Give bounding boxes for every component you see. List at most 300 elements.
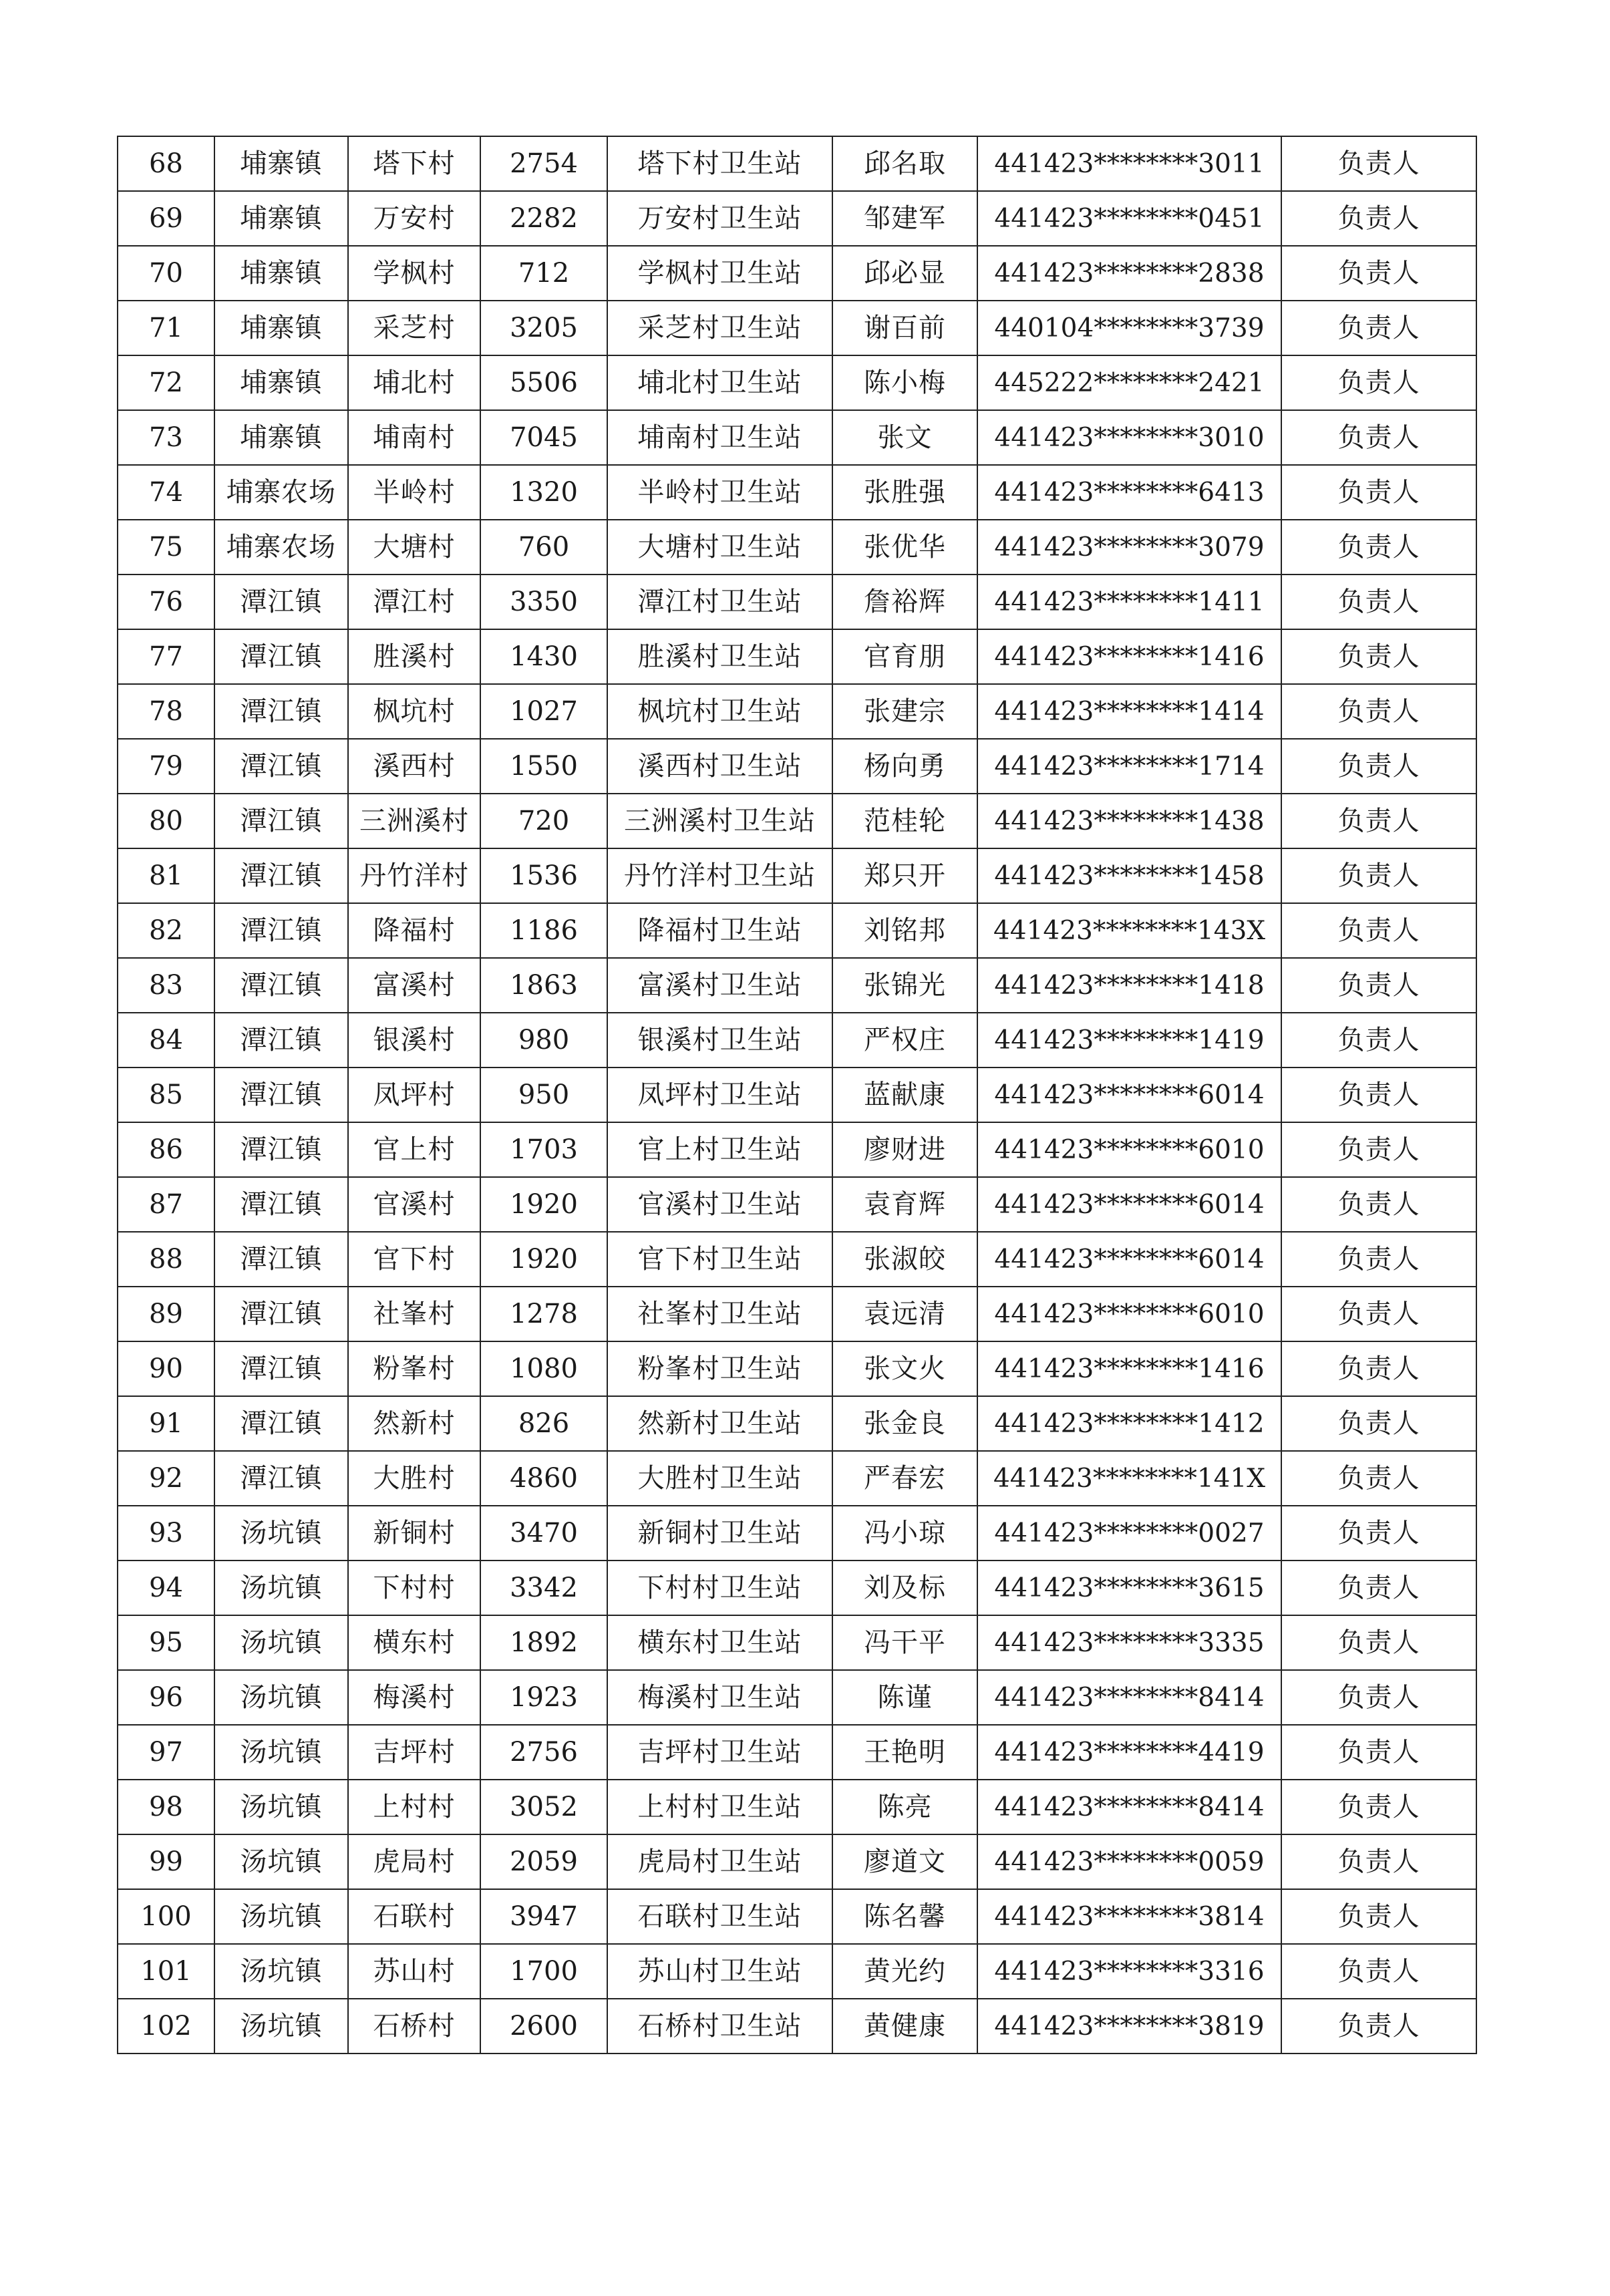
id-number-cell: 441423********1411 — [977, 575, 1281, 629]
village-cell: 半岭村 — [348, 465, 480, 520]
population-cell: 2059 — [480, 1834, 607, 1889]
population-cell: 3205 — [480, 301, 607, 355]
village-cell: 下村村 — [348, 1561, 480, 1615]
clinic-name-cell: 然新村卫生站 — [607, 1396, 832, 1451]
table-row — [118, 1834, 1476, 1889]
population-cell: 1703 — [480, 1122, 607, 1177]
village-cell: 官溪村 — [348, 1177, 480, 1232]
role-cell: 负责人 — [1281, 794, 1476, 848]
row-number-cell: 78 — [118, 684, 214, 739]
id-number-cell: 441423********1714 — [977, 739, 1281, 794]
table-row — [118, 1561, 1476, 1615]
village-cell: 学枫村 — [348, 246, 480, 301]
town-cell: 潭江镇 — [214, 1177, 348, 1232]
town-cell: 埔寨镇 — [214, 136, 348, 191]
clinic-name-cell: 官上村卫生站 — [607, 1122, 832, 1177]
village-cell: 三洲溪村 — [348, 794, 480, 848]
town-cell: 潭江镇 — [214, 848, 348, 903]
role-cell: 负责人 — [1281, 848, 1476, 903]
person-name-cell: 陈谨 — [832, 1670, 977, 1725]
town-cell: 埔寨镇 — [214, 191, 348, 246]
person-name-cell: 袁远清 — [832, 1287, 977, 1341]
person-name-cell: 廖道文 — [832, 1834, 977, 1889]
village-cell: 苏山村 — [348, 1944, 480, 1999]
clinic-name-cell: 塔下村卫生站 — [607, 136, 832, 191]
population-cell: 1080 — [480, 1341, 607, 1396]
role-cell: 负责人 — [1281, 1999, 1476, 2054]
population-cell: 760 — [480, 520, 607, 575]
clinic-name-cell: 下村村卫生站 — [607, 1561, 832, 1615]
town-cell: 潭江镇 — [214, 903, 348, 958]
role-cell: 负责人 — [1281, 465, 1476, 520]
town-cell: 汤坑镇 — [214, 1889, 348, 1944]
role-cell: 负责人 — [1281, 1232, 1476, 1287]
row-number-cell: 76 — [118, 575, 214, 629]
village-cell: 枫坑村 — [348, 684, 480, 739]
clinic-name-cell: 石联村卫生站 — [607, 1889, 832, 1944]
population-cell: 980 — [480, 1013, 607, 1068]
row-number-cell: 81 — [118, 848, 214, 903]
id-number-cell: 441423********0027 — [977, 1506, 1281, 1561]
village-cell: 石桥村 — [348, 1999, 480, 2054]
role-cell: 负责人 — [1281, 575, 1476, 629]
population-cell: 2756 — [480, 1725, 607, 1780]
role-cell: 负责人 — [1281, 1506, 1476, 1561]
town-cell: 潭江镇 — [214, 1122, 348, 1177]
town-cell: 潭江镇 — [214, 1068, 348, 1122]
row-number-cell: 73 — [118, 410, 214, 465]
id-number-cell: 441423********3819 — [977, 1999, 1281, 2054]
table-row — [118, 355, 1476, 410]
id-number-cell: 441423********0451 — [977, 191, 1281, 246]
row-number-cell: 80 — [118, 794, 214, 848]
population-cell: 1892 — [480, 1615, 607, 1670]
table-row — [118, 1944, 1476, 1999]
population-cell: 1700 — [480, 1944, 607, 1999]
row-number-cell: 89 — [118, 1287, 214, 1341]
clinic-name-cell: 埔北村卫生站 — [607, 355, 832, 410]
clinic-name-cell: 官溪村卫生站 — [607, 1177, 832, 1232]
person-name-cell: 张锦光 — [832, 958, 977, 1013]
person-name-cell: 王艳明 — [832, 1725, 977, 1780]
clinic-name-cell: 采芝村卫生站 — [607, 301, 832, 355]
person-name-cell: 邱名取 — [832, 136, 977, 191]
table-row — [118, 1780, 1476, 1834]
id-number-cell: 441423********3079 — [977, 520, 1281, 575]
village-cell: 潭江村 — [348, 575, 480, 629]
town-cell: 潭江镇 — [214, 794, 348, 848]
person-name-cell: 张建宗 — [832, 684, 977, 739]
role-cell: 负责人 — [1281, 1615, 1476, 1670]
table-row — [118, 1999, 1476, 2054]
clinic-name-cell: 大胜村卫生站 — [607, 1451, 832, 1506]
town-cell: 汤坑镇 — [214, 1725, 348, 1780]
row-number-cell: 69 — [118, 191, 214, 246]
village-cell: 然新村 — [348, 1396, 480, 1451]
table-row — [118, 1341, 1476, 1396]
role-cell: 负责人 — [1281, 958, 1476, 1013]
clinic-name-cell: 石桥村卫生站 — [607, 1999, 832, 2054]
row-number-cell: 86 — [118, 1122, 214, 1177]
population-cell: 950 — [480, 1068, 607, 1122]
table-row — [118, 410, 1476, 465]
row-number-cell: 72 — [118, 355, 214, 410]
population-cell: 1320 — [480, 465, 607, 520]
row-number-cell: 90 — [118, 1341, 214, 1396]
population-cell: 2600 — [480, 1999, 607, 2054]
person-name-cell: 陈名馨 — [832, 1889, 977, 1944]
population-cell: 4860 — [480, 1451, 607, 1506]
village-cell: 降福村 — [348, 903, 480, 958]
town-cell: 潭江镇 — [214, 1341, 348, 1396]
row-number-cell: 84 — [118, 1013, 214, 1068]
town-cell: 汤坑镇 — [214, 1670, 348, 1725]
clinic-name-cell: 苏山村卫生站 — [607, 1944, 832, 1999]
town-cell: 潭江镇 — [214, 684, 348, 739]
id-number-cell: 441423********6010 — [977, 1122, 1281, 1177]
person-name-cell: 严权庄 — [832, 1013, 977, 1068]
id-number-cell: 441423********1416 — [977, 629, 1281, 684]
table-row — [118, 1122, 1476, 1177]
role-cell: 负责人 — [1281, 1341, 1476, 1396]
id-number-cell: 441423********8414 — [977, 1780, 1281, 1834]
clinic-name-cell: 官下村卫生站 — [607, 1232, 832, 1287]
village-cell: 虎局村 — [348, 1834, 480, 1889]
clinic-name-cell: 凤坪村卫生站 — [607, 1068, 832, 1122]
row-number-cell: 95 — [118, 1615, 214, 1670]
row-number-cell: 70 — [118, 246, 214, 301]
row-number-cell: 82 — [118, 903, 214, 958]
id-number-cell: 441423********1458 — [977, 848, 1281, 903]
id-number-cell: 441423********3011 — [977, 136, 1281, 191]
town-cell: 潭江镇 — [214, 1013, 348, 1068]
person-name-cell: 黄健康 — [832, 1999, 977, 2054]
village-cell: 社峯村 — [348, 1287, 480, 1341]
town-cell: 埔寨农场 — [214, 520, 348, 575]
person-name-cell: 刘及标 — [832, 1561, 977, 1615]
row-number-cell: 101 — [118, 1944, 214, 1999]
row-number-cell: 75 — [118, 520, 214, 575]
id-number-cell: 441423********1438 — [977, 794, 1281, 848]
clinic-name-cell: 虎局村卫生站 — [607, 1834, 832, 1889]
village-cell: 官下村 — [348, 1232, 480, 1287]
role-cell: 负责人 — [1281, 1177, 1476, 1232]
row-number-cell: 96 — [118, 1670, 214, 1725]
table-row — [118, 739, 1476, 794]
village-cell: 官上村 — [348, 1122, 480, 1177]
table-row — [118, 1506, 1476, 1561]
population-cell: 826 — [480, 1396, 607, 1451]
population-cell: 1920 — [480, 1232, 607, 1287]
person-name-cell: 杨向勇 — [832, 739, 977, 794]
person-name-cell: 邹建军 — [832, 191, 977, 246]
id-number-cell: 441423********1414 — [977, 684, 1281, 739]
population-cell: 712 — [480, 246, 607, 301]
row-number-cell: 71 — [118, 301, 214, 355]
village-clinic-table — [117, 136, 1477, 2054]
person-name-cell: 官育朋 — [832, 629, 977, 684]
person-name-cell: 陈亮 — [832, 1780, 977, 1834]
id-number-cell: 441423********1412 — [977, 1396, 1281, 1451]
clinic-name-cell: 银溪村卫生站 — [607, 1013, 832, 1068]
person-name-cell: 廖财进 — [832, 1122, 977, 1177]
town-cell: 汤坑镇 — [214, 1506, 348, 1561]
town-cell: 汤坑镇 — [214, 1834, 348, 1889]
clinic-name-cell: 梅溪村卫生站 — [607, 1670, 832, 1725]
role-cell: 负责人 — [1281, 1834, 1476, 1889]
village-cell: 胜溪村 — [348, 629, 480, 684]
table-row — [118, 520, 1476, 575]
id-number-cell: 441423********1418 — [977, 958, 1281, 1013]
village-cell: 吉坪村 — [348, 1725, 480, 1780]
town-cell: 埔寨镇 — [214, 301, 348, 355]
id-number-cell: 441423********6014 — [977, 1177, 1281, 1232]
clinic-name-cell: 吉坪村卫生站 — [607, 1725, 832, 1780]
clinic-name-cell: 横东村卫生站 — [607, 1615, 832, 1670]
row-number-cell: 99 — [118, 1834, 214, 1889]
table-row — [118, 136, 1476, 191]
clinic-name-cell: 降福村卫生站 — [607, 903, 832, 958]
clinic-name-cell: 潭江村卫生站 — [607, 575, 832, 629]
town-cell: 埔寨镇 — [214, 355, 348, 410]
clinic-name-cell: 富溪村卫生站 — [607, 958, 832, 1013]
row-number-cell: 83 — [118, 958, 214, 1013]
table-row — [118, 958, 1476, 1013]
table-row — [118, 684, 1476, 739]
person-name-cell: 张文火 — [832, 1341, 977, 1396]
table-row — [118, 903, 1476, 958]
town-cell: 潭江镇 — [214, 739, 348, 794]
population-cell: 7045 — [480, 410, 607, 465]
role-cell: 负责人 — [1281, 355, 1476, 410]
population-cell: 1278 — [480, 1287, 607, 1341]
person-name-cell: 蓝献康 — [832, 1068, 977, 1122]
town-cell: 潭江镇 — [214, 1287, 348, 1341]
row-number-cell: 87 — [118, 1177, 214, 1232]
clinic-name-cell: 万安村卫生站 — [607, 191, 832, 246]
clinic-name-cell: 大塘村卫生站 — [607, 520, 832, 575]
village-cell: 塔下村 — [348, 136, 480, 191]
role-cell: 负责人 — [1281, 1122, 1476, 1177]
village-cell: 富溪村 — [348, 958, 480, 1013]
person-name-cell: 刘铭邦 — [832, 903, 977, 958]
table-row — [118, 1670, 1476, 1725]
person-name-cell: 张文 — [832, 410, 977, 465]
id-number-cell: 441423********3615 — [977, 1561, 1281, 1615]
id-number-cell: 441423********2838 — [977, 246, 1281, 301]
person-name-cell: 郑只开 — [832, 848, 977, 903]
id-number-cell: 441423********1416 — [977, 1341, 1281, 1396]
id-number-cell: 441423********6014 — [977, 1232, 1281, 1287]
population-cell: 1550 — [480, 739, 607, 794]
person-name-cell: 严春宏 — [832, 1451, 977, 1506]
id-number-cell: 441423********6010 — [977, 1287, 1281, 1341]
role-cell: 负责人 — [1281, 136, 1476, 191]
population-cell: 3350 — [480, 575, 607, 629]
id-number-cell: 440104********3739 — [977, 301, 1281, 355]
clinic-name-cell: 新铜村卫生站 — [607, 1506, 832, 1561]
person-name-cell: 张优华 — [832, 520, 977, 575]
village-cell: 梅溪村 — [348, 1670, 480, 1725]
person-name-cell: 张胜强 — [832, 465, 977, 520]
role-cell: 负责人 — [1281, 520, 1476, 575]
village-cell: 溪西村 — [348, 739, 480, 794]
table-row — [118, 1068, 1476, 1122]
clinic-name-cell: 社峯村卫生站 — [607, 1287, 832, 1341]
person-name-cell: 张金良 — [832, 1396, 977, 1451]
town-cell: 潭江镇 — [214, 629, 348, 684]
village-cell: 丹竹洋村 — [348, 848, 480, 903]
population-cell: 3470 — [480, 1506, 607, 1561]
table-row — [118, 1451, 1476, 1506]
id-number-cell: 441423********4419 — [977, 1725, 1281, 1780]
row-number-cell: 68 — [118, 136, 214, 191]
town-cell: 潭江镇 — [214, 1232, 348, 1287]
table-row — [118, 1615, 1476, 1670]
role-cell: 负责人 — [1281, 629, 1476, 684]
table-row — [118, 1889, 1476, 1944]
person-name-cell: 张淑皎 — [832, 1232, 977, 1287]
village-cell: 埔北村 — [348, 355, 480, 410]
population-cell: 1536 — [480, 848, 607, 903]
id-number-cell: 441423********8414 — [977, 1670, 1281, 1725]
role-cell: 负责人 — [1281, 1670, 1476, 1725]
table-row — [118, 1396, 1476, 1451]
clinic-name-cell: 埔南村卫生站 — [607, 410, 832, 465]
population-cell: 2282 — [480, 191, 607, 246]
id-number-cell: 441423********6014 — [977, 1068, 1281, 1122]
clinic-name-cell: 丹竹洋村卫生站 — [607, 848, 832, 903]
role-cell: 负责人 — [1281, 739, 1476, 794]
table-row — [118, 575, 1476, 629]
row-number-cell: 93 — [118, 1506, 214, 1561]
person-name-cell: 冯干平 — [832, 1615, 977, 1670]
village-cell: 横东村 — [348, 1615, 480, 1670]
table-row — [118, 794, 1476, 848]
clinic-name-cell: 半岭村卫生站 — [607, 465, 832, 520]
person-name-cell: 邱必显 — [832, 246, 977, 301]
population-cell: 2754 — [480, 136, 607, 191]
population-cell: 5506 — [480, 355, 607, 410]
population-cell: 3947 — [480, 1889, 607, 1944]
town-cell: 埔寨农场 — [214, 465, 348, 520]
id-number-cell: 441423********0059 — [977, 1834, 1281, 1889]
town-cell: 潭江镇 — [214, 958, 348, 1013]
village-cell: 埔南村 — [348, 410, 480, 465]
population-cell: 720 — [480, 794, 607, 848]
person-name-cell: 陈小梅 — [832, 355, 977, 410]
table-row — [118, 301, 1476, 355]
town-cell: 汤坑镇 — [214, 1780, 348, 1834]
town-cell: 汤坑镇 — [214, 1944, 348, 1999]
id-number-cell: 441423********6413 — [977, 465, 1281, 520]
village-cell: 大胜村 — [348, 1451, 480, 1506]
role-cell: 负责人 — [1281, 1451, 1476, 1506]
table-row — [118, 1287, 1476, 1341]
role-cell: 负责人 — [1281, 1013, 1476, 1068]
population-cell: 3342 — [480, 1561, 607, 1615]
role-cell: 负责人 — [1281, 1889, 1476, 1944]
id-number-cell: 441423********143X — [977, 903, 1281, 958]
population-cell: 3052 — [480, 1780, 607, 1834]
role-cell: 负责人 — [1281, 191, 1476, 246]
row-number-cell: 97 — [118, 1725, 214, 1780]
table-row — [118, 1013, 1476, 1068]
role-cell: 负责人 — [1281, 1780, 1476, 1834]
person-name-cell: 冯小琼 — [832, 1506, 977, 1561]
village-cell: 石联村 — [348, 1889, 480, 1944]
role-cell: 负责人 — [1281, 903, 1476, 958]
village-cell: 万安村 — [348, 191, 480, 246]
row-number-cell: 79 — [118, 739, 214, 794]
id-number-cell: 441423********3316 — [977, 1944, 1281, 1999]
town-cell: 汤坑镇 — [214, 1561, 348, 1615]
table-row — [118, 629, 1476, 684]
role-cell: 负责人 — [1281, 1396, 1476, 1451]
role-cell: 负责人 — [1281, 684, 1476, 739]
person-name-cell: 袁育辉 — [832, 1177, 977, 1232]
village-cell: 采芝村 — [348, 301, 480, 355]
role-cell: 负责人 — [1281, 301, 1476, 355]
role-cell: 负责人 — [1281, 1068, 1476, 1122]
person-name-cell: 詹裕辉 — [832, 575, 977, 629]
village-cell: 粉峯村 — [348, 1341, 480, 1396]
id-number-cell: 441423********3010 — [977, 410, 1281, 465]
id-number-cell: 441423********3335 — [977, 1615, 1281, 1670]
clinic-name-cell: 枫坑村卫生站 — [607, 684, 832, 739]
row-number-cell: 102 — [118, 1999, 214, 2054]
town-cell: 埔寨镇 — [214, 410, 348, 465]
town-cell: 汤坑镇 — [214, 1999, 348, 2054]
village-cell: 凤坪村 — [348, 1068, 480, 1122]
row-number-cell: 74 — [118, 465, 214, 520]
village-cell: 银溪村 — [348, 1013, 480, 1068]
population-cell: 1027 — [480, 684, 607, 739]
role-cell: 负责人 — [1281, 410, 1476, 465]
table-body — [118, 136, 1476, 2054]
row-number-cell: 100 — [118, 1889, 214, 1944]
table-row — [118, 246, 1476, 301]
id-number-cell: 445222********2421 — [977, 355, 1281, 410]
clinic-name-cell: 胜溪村卫生站 — [607, 629, 832, 684]
row-number-cell: 91 — [118, 1396, 214, 1451]
population-cell: 1923 — [480, 1670, 607, 1725]
table-row — [118, 1232, 1476, 1287]
town-cell: 潭江镇 — [214, 1396, 348, 1451]
person-name-cell: 黄光约 — [832, 1944, 977, 1999]
role-cell: 负责人 — [1281, 1287, 1476, 1341]
clinic-name-cell: 学枫村卫生站 — [607, 246, 832, 301]
village-cell: 大塘村 — [348, 520, 480, 575]
role-cell: 负责人 — [1281, 1561, 1476, 1615]
table-row — [118, 191, 1476, 246]
town-cell: 潭江镇 — [214, 1451, 348, 1506]
role-cell: 负责人 — [1281, 1944, 1476, 1999]
row-number-cell: 77 — [118, 629, 214, 684]
table-row — [118, 1177, 1476, 1232]
role-cell: 负责人 — [1281, 1725, 1476, 1780]
row-number-cell: 92 — [118, 1451, 214, 1506]
town-cell: 埔寨镇 — [214, 246, 348, 301]
id-number-cell: 441423********3814 — [977, 1889, 1281, 1944]
population-cell: 1186 — [480, 903, 607, 958]
row-number-cell: 88 — [118, 1232, 214, 1287]
population-cell: 1430 — [480, 629, 607, 684]
town-cell: 潭江镇 — [214, 575, 348, 629]
population-cell: 1863 — [480, 958, 607, 1013]
clinic-name-cell: 三洲溪村卫生站 — [607, 794, 832, 848]
role-cell: 负责人 — [1281, 246, 1476, 301]
